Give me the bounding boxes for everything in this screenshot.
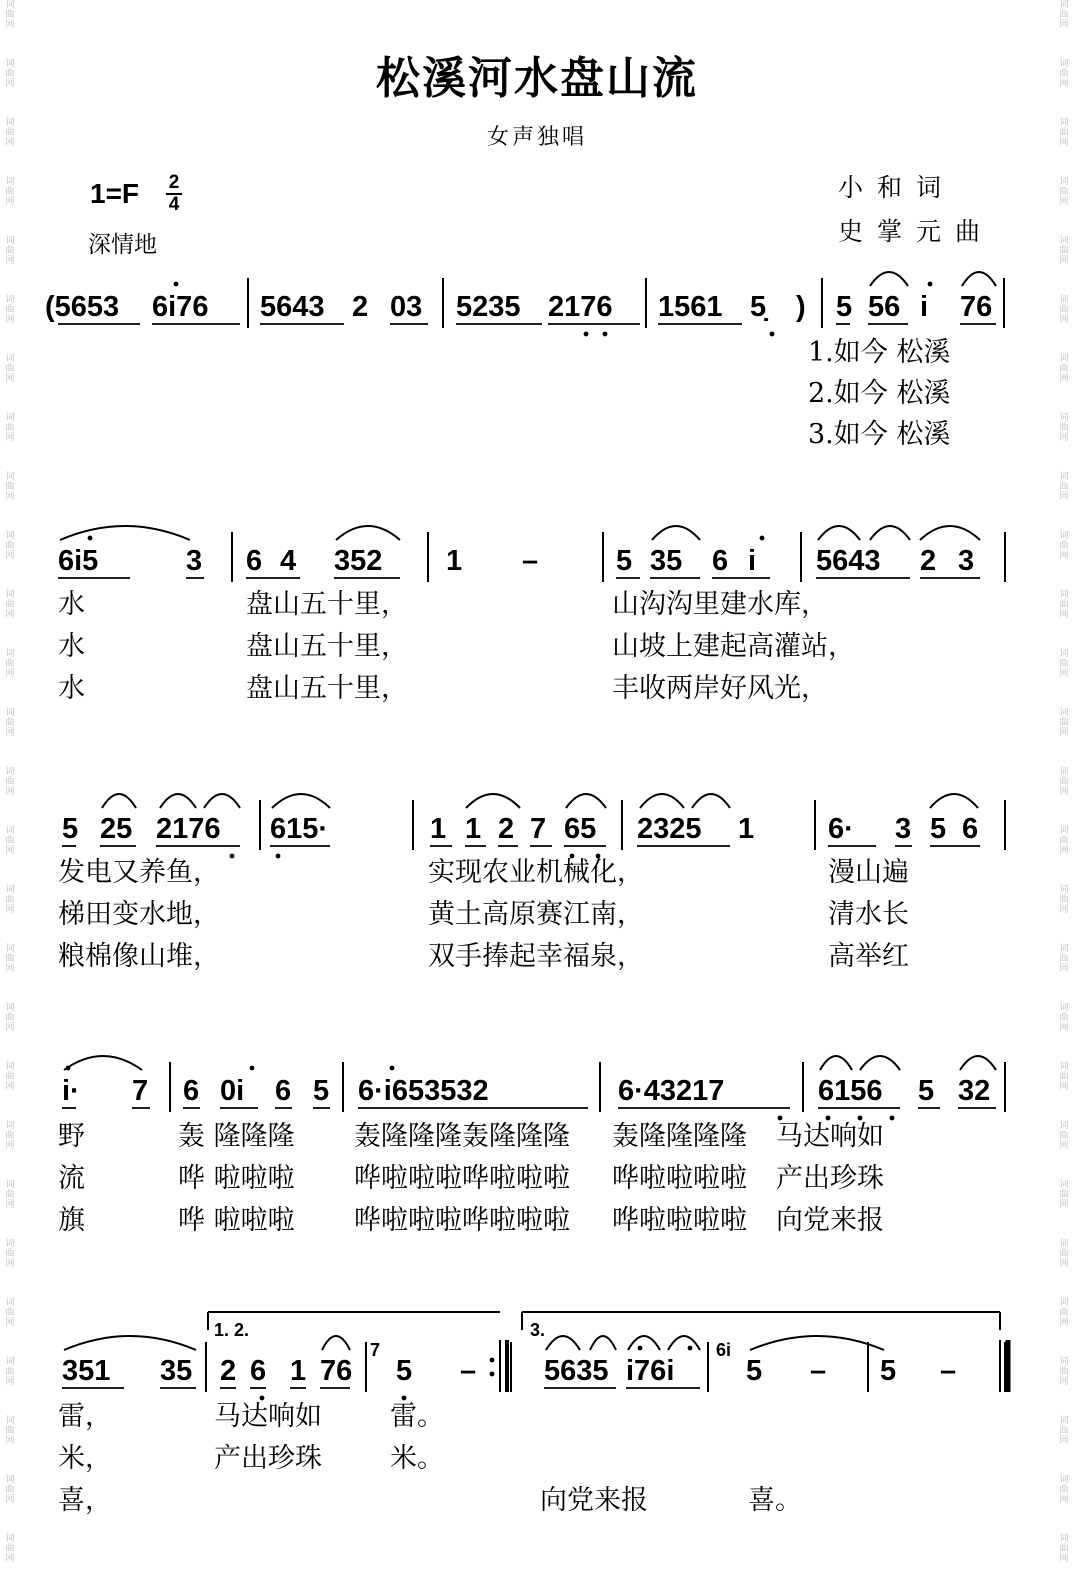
jianpu-note: 2 bbox=[920, 545, 937, 577]
jianpu-note: 5 bbox=[62, 813, 79, 845]
lyric-line: 喜。 bbox=[748, 1485, 802, 1516]
watermark-text: 词 曲 网 bbox=[1059, 708, 1069, 738]
watermark-text: 词 曲 网 bbox=[1059, 59, 1069, 89]
slur bbox=[466, 794, 520, 808]
watermark-text: 词 曲 网 bbox=[5, 944, 15, 974]
jianpu-note: 3 bbox=[895, 813, 912, 845]
composer-credit: 史掌元曲 bbox=[838, 217, 995, 246]
watermark-text: 词 曲 网 bbox=[5, 118, 15, 148]
watermark-text: 词 曲 网 bbox=[1059, 531, 1069, 561]
octave-dot bbox=[490, 1372, 495, 1377]
watermark-text: 词 曲 网 bbox=[1059, 1180, 1069, 1210]
lyric-line: 轰隆隆隆隆 bbox=[612, 1121, 747, 1152]
watermark-text: 词 曲 网 bbox=[5, 1062, 15, 1092]
lyric-line: 产出珍珠 bbox=[214, 1443, 322, 1474]
watermark-text: 词 曲 网 bbox=[1059, 826, 1069, 856]
slur bbox=[692, 794, 730, 808]
lyric-line: 3.如今 松溪 bbox=[808, 419, 951, 450]
octave-dot bbox=[390, 1066, 395, 1071]
jianpu-note: i bbox=[920, 291, 929, 323]
lyric-line: 山沟沟里建水库， bbox=[612, 589, 828, 620]
octave-dot bbox=[260, 1396, 265, 1401]
octave-dot bbox=[174, 282, 179, 287]
watermark-text: 词 曲 网 bbox=[5, 236, 15, 266]
lyric-line: 哗啦啦啦哗啦啦啦 bbox=[354, 1205, 570, 1236]
watermark-text: 词 曲 网 bbox=[5, 590, 15, 620]
jianpu-note: 2325 bbox=[637, 813, 702, 845]
slur bbox=[818, 526, 860, 540]
jianpu-note: 5 bbox=[746, 1355, 763, 1387]
slur bbox=[322, 1336, 350, 1350]
watermark-text: 词 曲 网 bbox=[1059, 885, 1069, 915]
jianpu-note: 4 bbox=[280, 545, 297, 577]
slur bbox=[590, 1336, 616, 1350]
watermark-text: 词 曲 网 bbox=[5, 1475, 15, 1505]
slur bbox=[870, 526, 910, 540]
lyric-line: 黄土高原赛江南， bbox=[428, 899, 644, 930]
jianpu-note: – bbox=[522, 545, 539, 577]
jianpu-note: 7 bbox=[132, 1075, 149, 1107]
jianpu-note: 25 bbox=[100, 813, 133, 845]
jianpu-note: 6i5 bbox=[58, 545, 99, 577]
watermark-text: 词 曲 网 bbox=[5, 0, 15, 30]
jianpu-note: – bbox=[940, 1355, 957, 1387]
slur bbox=[566, 794, 606, 808]
lyricist-credit: 小和词 bbox=[838, 173, 956, 202]
lyric-line: 雷。 bbox=[390, 1401, 444, 1432]
jianpu-note: 6· bbox=[828, 813, 854, 845]
volta-label-1-2: 1. 2. bbox=[214, 1320, 250, 1340]
watermark-text: 词 曲 网 bbox=[1059, 177, 1069, 207]
slur bbox=[546, 1336, 580, 1350]
slur bbox=[204, 794, 240, 808]
watermark-text: 词 曲 网 bbox=[5, 1003, 15, 1033]
watermark-text: 词 曲 网 bbox=[5, 767, 15, 797]
watermark-text: 词 曲 网 bbox=[1059, 0, 1069, 30]
jianpu-note: 6·i653532 bbox=[358, 1075, 489, 1107]
watermark-text: 词 曲 网 bbox=[5, 826, 15, 856]
jianpu-note: 6 bbox=[246, 545, 263, 577]
jianpu-note: 35 bbox=[160, 1355, 193, 1387]
jianpu-note: 5 bbox=[836, 291, 853, 323]
slur bbox=[336, 526, 400, 540]
jianpu-note: 7 bbox=[530, 813, 547, 845]
time-signature: 2 4 bbox=[166, 174, 182, 214]
watermark-text: 词 曲 网 bbox=[5, 531, 15, 561]
watermark-text: 词 曲 网 bbox=[1059, 1475, 1069, 1505]
octave-dot bbox=[928, 282, 933, 287]
jianpu-note: 5 bbox=[918, 1075, 935, 1107]
slur bbox=[272, 794, 330, 808]
watermark-text: 词 曲 网 bbox=[1059, 236, 1069, 266]
song-subtitle: 女声独唱 bbox=[486, 125, 587, 150]
slur bbox=[960, 1056, 996, 1070]
lyric-line: 丰收两岸好风光， bbox=[612, 673, 828, 704]
slur bbox=[64, 1056, 142, 1070]
lyric-line: 旗 bbox=[58, 1205, 85, 1236]
octave-dot bbox=[603, 332, 608, 337]
lyric-line: 水 bbox=[58, 631, 85, 662]
octave-dot bbox=[890, 1116, 895, 1121]
jianpu-note: 2176 bbox=[156, 813, 221, 845]
lyric-line: 盘山五十里， bbox=[246, 589, 408, 620]
lyric-line: 实现农业机械化， bbox=[428, 857, 644, 888]
jianpu-note: 6156 bbox=[818, 1075, 883, 1107]
lyric-line: 山坡上建起高灌站， bbox=[612, 631, 855, 662]
watermark-text: 词 曲 网 bbox=[5, 413, 15, 443]
jianpu-note: 1 bbox=[465, 813, 482, 845]
jianpu-note: 5 bbox=[396, 1355, 413, 1387]
slur bbox=[860, 1056, 900, 1070]
jianpu-note: 5643 bbox=[260, 291, 325, 323]
jianpu-note: 1 bbox=[430, 813, 447, 845]
lyric-line: 喜， bbox=[58, 1485, 112, 1516]
jianpu-note: 65 bbox=[564, 813, 597, 845]
slur bbox=[668, 1336, 700, 1350]
watermark-text: 词 曲 网 bbox=[5, 1357, 15, 1387]
song-title: 松溪河水盘山流 bbox=[376, 53, 698, 104]
octave-dot bbox=[584, 332, 589, 337]
octave-dot bbox=[276, 854, 281, 859]
jianpu-note: 6 bbox=[712, 545, 729, 577]
jianpu-note: i bbox=[748, 545, 757, 577]
lyric-line: 盘山五十里， bbox=[246, 673, 408, 704]
jianpu-note: 6 bbox=[183, 1075, 200, 1107]
octave-dot bbox=[88, 536, 93, 541]
lyric-line: 轰 隆隆隆 bbox=[178, 1121, 295, 1152]
jianpu-note: 2 bbox=[352, 291, 369, 323]
jianpu-note: 1561 bbox=[658, 291, 723, 323]
watermark-text: 词 曲 网 bbox=[5, 649, 15, 679]
lyric-line: 野 bbox=[58, 1121, 85, 1152]
jianpu-note: 1 bbox=[290, 1355, 307, 1387]
watermark-text: 词 曲 网 bbox=[5, 59, 15, 89]
watermark-text: 词 曲 网 bbox=[1059, 944, 1069, 974]
octave-dot bbox=[858, 1116, 863, 1121]
jianpu-note: 35 bbox=[650, 545, 683, 577]
jianpu-note: 5 bbox=[930, 813, 947, 845]
octave-dot bbox=[402, 1396, 407, 1401]
jianpu-note: 5 bbox=[880, 1355, 897, 1387]
watermark-text: 词 曲 网 bbox=[1059, 767, 1069, 797]
jianpu-note: 56 bbox=[868, 291, 901, 323]
lyric-line: 发电又养鱼， bbox=[58, 857, 220, 888]
watermark-text: 词 曲 网 bbox=[1059, 1357, 1069, 1387]
jianpu-note: 3 bbox=[958, 545, 975, 577]
watermark-text: 词 曲 网 bbox=[1059, 1534, 1069, 1564]
octave-dot bbox=[688, 1346, 693, 1351]
watermark-text: 词 曲 网 bbox=[5, 1180, 15, 1210]
watermark-text: 词 曲 网 bbox=[1059, 1239, 1069, 1269]
lyric-line: 向党来报 bbox=[776, 1205, 884, 1236]
lyric-line: 马达响如 bbox=[214, 1401, 322, 1432]
jianpu-note: 352 bbox=[334, 545, 383, 577]
lyric-line: 产出珍珠 bbox=[776, 1163, 884, 1194]
jianpu-note: 76 bbox=[320, 1355, 353, 1387]
octave-dot bbox=[778, 1116, 783, 1121]
lyric-line: 1.如今 松溪 bbox=[808, 337, 951, 368]
lyric-line: 哗 啦啦啦 bbox=[178, 1205, 295, 1236]
watermark-text: 词 曲 网 bbox=[1059, 472, 1069, 502]
slur bbox=[962, 272, 996, 286]
key-signature: 1=F bbox=[90, 178, 140, 209]
watermark-text: 词 曲 网 bbox=[1059, 1416, 1069, 1446]
watermark-text: 词 曲 网 bbox=[5, 1534, 15, 1564]
lyric-line: 盘山五十里， bbox=[246, 631, 408, 662]
lyric-line: 双手捧起幸福泉， bbox=[428, 941, 644, 972]
jianpu-note: i76i bbox=[626, 1355, 675, 1387]
lyric-line: 哗啦啦啦啦 bbox=[612, 1163, 747, 1194]
lyric-line: 粮棉像山堆， bbox=[58, 941, 220, 972]
jianpu-note: i· bbox=[62, 1075, 80, 1107]
watermark-text: 词 曲 网 bbox=[5, 295, 15, 325]
octave-dot bbox=[638, 1346, 643, 1351]
octave-dot bbox=[490, 1358, 495, 1363]
jianpu-note: 32 bbox=[958, 1075, 991, 1107]
watermark-text: 词 曲 网 bbox=[1059, 1003, 1069, 1033]
watermark-text: 词 曲 网 bbox=[5, 1239, 15, 1269]
jianpu-note: 6 bbox=[962, 813, 979, 845]
octave-dot bbox=[760, 536, 765, 541]
jianpu-note: 6·43217 bbox=[618, 1075, 725, 1107]
jianpu-note: (5653 bbox=[45, 291, 120, 323]
jianpu-note: – bbox=[460, 1355, 477, 1387]
slur bbox=[870, 272, 908, 286]
jianpu-note: 351 bbox=[62, 1355, 111, 1387]
watermark-text: 词 曲 网 bbox=[1059, 413, 1069, 443]
lyric-line: 水 bbox=[58, 673, 85, 704]
lyric-line: 米， bbox=[58, 1443, 112, 1474]
slur bbox=[628, 1336, 660, 1350]
watermark-text: 词 曲 网 bbox=[1059, 1062, 1069, 1092]
slur bbox=[64, 1336, 196, 1350]
jianpu-note: 76 bbox=[960, 291, 993, 323]
jianpu-note: 2 bbox=[498, 813, 515, 845]
lyric-line: 清水长 bbox=[828, 899, 909, 930]
jianpu-note: – bbox=[810, 1355, 827, 1387]
jianpu-note: 5̣ bbox=[750, 291, 767, 323]
slur bbox=[750, 1336, 884, 1350]
jianpu-note: 0i bbox=[220, 1075, 245, 1107]
lyric-line: 哗啦啦啦哗啦啦啦 bbox=[354, 1163, 570, 1194]
lyric-line: 漫山遍 bbox=[828, 857, 909, 888]
watermark-text: 词 曲 网 bbox=[5, 1121, 15, 1151]
jianpu-note: 615· bbox=[270, 813, 329, 845]
slur bbox=[102, 794, 136, 808]
octave-dot bbox=[770, 332, 775, 337]
watermark-text: 词 曲 网 bbox=[5, 708, 15, 738]
lyric-line: 轰隆隆隆轰隆隆隆 bbox=[354, 1121, 570, 1152]
watermark-text: 词 曲 网 bbox=[1059, 1298, 1069, 1328]
jianpu-note: 5 bbox=[616, 545, 633, 577]
jianpu-note: 2 bbox=[220, 1355, 237, 1387]
jianpu-note: 6 bbox=[275, 1075, 292, 1107]
jianpu-note: 5643 bbox=[816, 545, 881, 577]
jianpu-note: 3 bbox=[186, 545, 203, 577]
lyric-line: 哗啦啦啦啦 bbox=[612, 1205, 747, 1236]
watermark-text: 词 曲 网 bbox=[1059, 354, 1069, 384]
watermark-text: 词 曲 网 bbox=[1059, 295, 1069, 325]
lyric-line: 雷， bbox=[58, 1401, 112, 1432]
slur bbox=[652, 526, 700, 540]
lyric-line: 马达响如 bbox=[776, 1121, 884, 1152]
watermark-text: 词 曲 网 bbox=[5, 177, 15, 207]
watermark-text: 词 曲 网 bbox=[1059, 118, 1069, 148]
lyric-line: 流 bbox=[58, 1163, 85, 1194]
lyric-line: 高举红 bbox=[828, 941, 909, 972]
jianpu-note: 1 bbox=[446, 545, 463, 577]
watermark-text: 词 曲 网 bbox=[5, 354, 15, 384]
lyric-line: 梯田变水地， bbox=[58, 899, 220, 930]
slur bbox=[920, 526, 980, 540]
jianpu-note: 03 bbox=[390, 291, 423, 323]
volta-label-3: 3. bbox=[530, 1320, 546, 1340]
watermark-text: 词 曲 网 bbox=[5, 472, 15, 502]
slur bbox=[60, 526, 190, 540]
watermark-text: 词 曲 网 bbox=[5, 885, 15, 915]
slur bbox=[160, 794, 196, 808]
lyric-line: 米。 bbox=[390, 1443, 444, 1474]
watermark-text: 词 曲 网 bbox=[1059, 1121, 1069, 1151]
watermark-text: 词 曲 网 bbox=[1059, 590, 1069, 620]
jianpu-note: 2176 bbox=[548, 291, 613, 323]
jianpu-note: 1 bbox=[738, 813, 755, 845]
jianpu-note: 6 bbox=[250, 1355, 267, 1387]
slur bbox=[930, 794, 978, 808]
jianpu-note: 5235 bbox=[456, 291, 521, 323]
watermark-text: 词 曲 网 bbox=[5, 1298, 15, 1328]
grace-note: 7 bbox=[370, 1340, 381, 1360]
jianpu-note: 5 bbox=[313, 1075, 330, 1107]
jianpu-note: 6i76 bbox=[152, 291, 209, 323]
lyric-line: 水 bbox=[58, 589, 85, 620]
octave-dot bbox=[826, 1116, 831, 1121]
lyric-line: 哗 啦啦啦 bbox=[178, 1163, 295, 1194]
slur bbox=[640, 794, 684, 808]
jianpu-note: 5635 bbox=[544, 1355, 609, 1387]
lyric-line: 2.如今 松溪 bbox=[808, 378, 951, 409]
grace-note: 6i bbox=[716, 1340, 732, 1360]
watermark-text: 词 曲 网 bbox=[5, 1416, 15, 1446]
watermark-text: 词 曲 网 bbox=[1059, 649, 1069, 679]
octave-dot bbox=[250, 1066, 255, 1071]
tempo-marking: 深情地 bbox=[88, 232, 157, 258]
jianpu-note: ) bbox=[796, 291, 806, 323]
lyric-line: 向党来报 bbox=[540, 1485, 648, 1516]
octave-dot bbox=[230, 854, 235, 859]
slur bbox=[820, 1056, 852, 1070]
